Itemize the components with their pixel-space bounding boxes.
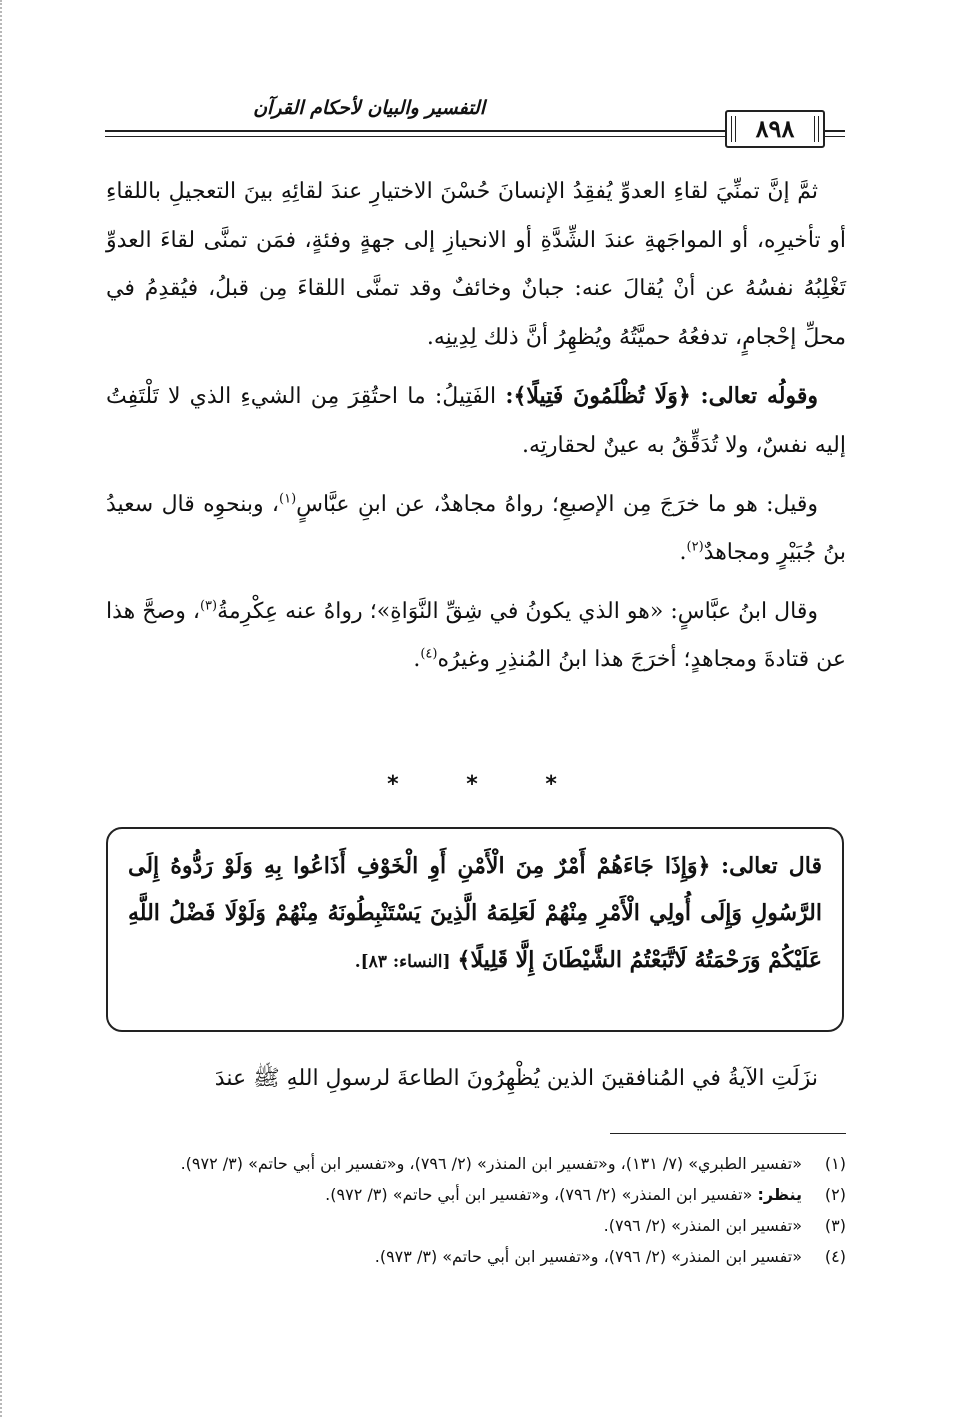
footnotes [120, 1148, 846, 1272]
paragraph-2 [106, 372, 846, 470]
footnote-4 [120, 1241, 846, 1272]
verse-box-lead: قال تعالى: [720, 853, 823, 879]
paragraph-1: ثمَّ إنَّ تمنِّيَ لقاءِ العدوِّ يُفقِدُ الإنسانَ حُسْنَ الاختيارِ عندَ لقائِهِ بينَ التعجيلِ باللقاءِ أو تأخيرِه، أو المواجَهةِ عندَ الشِّدَّةِ أو الانحيازِ إلى جهةٍ وفئةٍ، فمَن تمنَّى لقاءَ العدوِّ تَغْلِبُهُ نفسُهُ عن أنْ يُقالَ عنه: جبانٌ وخائفٌ وقد تمنَّى اللقاءَ مِن قبلُ، فيُقدِمُ في محلِّ إحْجامٍ، تدفعُهُ حميَّتُهُ ويُظهِرُ أنَّ ذلك لِدِينِه. [106, 179, 846, 350]
page-number: ٨٩٨ [725, 110, 825, 148]
footnote-rule [610, 1133, 846, 1134]
verse-lead: وقولُه تعالى: ﴿وَلَا تُظْلَمُونَ فَتِيلًا﴾: [505, 383, 818, 410]
verse-text: ﴿وَإِذَا جَاءَهُمْ أَمْرٌ مِنَ الْأَمْنِ أَوِ الْخَوْفِ أَذَاعُوا بِهِ وَلَوْ رَدُّوهُ إِلَى الرَّسُولِ وَإِلَى أُولِي الْأَمْرِ مِنْهُمْ لَعَلِمَهُ الَّذِينَ يَسْتَنْبِطُونَهُ مِنْهُمْ وَلَوْلَا فَضْلُ اللَّهِ عَلَيْكُمْ وَرَحْمَتُهُ لَاتَّبَعْتُمُ الشَّيْطَانَ إِلَّا قَلِيلًا﴾ [128, 853, 822, 973]
footnote-1 [120, 1148, 846, 1179]
paragraph-3 [106, 481, 846, 578]
paragraph-3-text-a: وقيل: هو ما خرَجَ مِن الإصبعِ؛ رواهُ مجاهدٌ، عن ابنِ عبَّاسٍ [296, 491, 818, 517]
page-header [105, 92, 845, 150]
paragraph-4-text-b: ، وصحَّ هذا عن قتادةَ ومجاهدٍ؛ أخرَجَ هذا ابنُ المُنذِرِ وغيرُه [106, 598, 846, 673]
footnote-body: «تفسير ابن المنذر» (٢/ ٧٩٦)، و«تفسير ابن أبي حاتم» (٣/ ٩٧٢). [325, 1185, 758, 1204]
footnote-number: (١) [824, 1154, 846, 1173]
footnote-body: «تفسير ابن المنذر» (٢/ ٧٩٦)، و«تفسير ابن أبي حاتم» (٣/ ٩٧٣). [374, 1247, 802, 1266]
footnote-body: «تفسير الطبري» (٧/ ١٣١)، و«تفسير ابن المنذر» (٢/ ٧٩٦)، و«تفسير ابن أبي حاتم» (٣/ ٩٧٢). [180, 1154, 802, 1173]
footnote-body: «تفسير ابن المنذر» (٢/ ٧٩٦). [603, 1216, 802, 1235]
verse-reference: [النساء: ٨٣]. [354, 952, 451, 972]
book-title: التفسير والبيان لأحكام القرآن [253, 97, 485, 119]
paragraph-3-text-c: . [679, 540, 687, 566]
paragraph-3-text-b: ، وبنحوِه قال سعيدُ بنُ جُبَيْرٍ ومجاهدٌ [106, 491, 846, 566]
footnote-ref-1[interactable]: (١) [279, 491, 297, 507]
paragraph-4-text-a: وقال ابنُ عبَّاسٍ: «هو الذي يكونُ في شِقِّ النَّوَاةِ»؛ رواهُ عنه عِكْرِمةُ [217, 598, 818, 624]
footnote-number: (٣) [824, 1216, 846, 1235]
footnote-2 [120, 1179, 846, 1210]
footnote-ref-3[interactable]: (٣) [199, 598, 218, 614]
footnote-number: (٤) [824, 1247, 846, 1266]
footnote-prefix: ينظر: [757, 1185, 802, 1204]
footnote-ref-2[interactable]: (٢) [686, 539, 704, 555]
paragraph-4-text-c: . [413, 647, 421, 673]
footnote-text [120, 1179, 802, 1210]
page-edge [0, 0, 8, 1417]
footnote-text [120, 1241, 802, 1272]
footnote-3 [120, 1210, 846, 1241]
continuation-paragraph: نزَلَتِ الآيةُ في المُنافقينَ الذين يُظْهِرُونَ الطاعةَ لرسولِ اللهِ ﷺ عندَ [214, 1066, 818, 1091]
footnote-number: (٢) [824, 1185, 846, 1204]
section-separator: * * * [387, 772, 587, 797]
verse-box [106, 827, 844, 1032]
paragraph-4 [106, 588, 846, 685]
footnote-text [120, 1148, 802, 1179]
main-text [106, 168, 846, 695]
footnote-text [120, 1210, 802, 1241]
footnote-ref-4[interactable]: (٤) [420, 647, 438, 663]
paragraph-2-text: الفَتِيلُ: ما احتُقِرَ مِن الشيءِ الذي لا تَلْتَفِتُ إليه نفسٌ، ولا تُدَقِّقُ به عينٌ لحقارتِه. [106, 384, 846, 458]
